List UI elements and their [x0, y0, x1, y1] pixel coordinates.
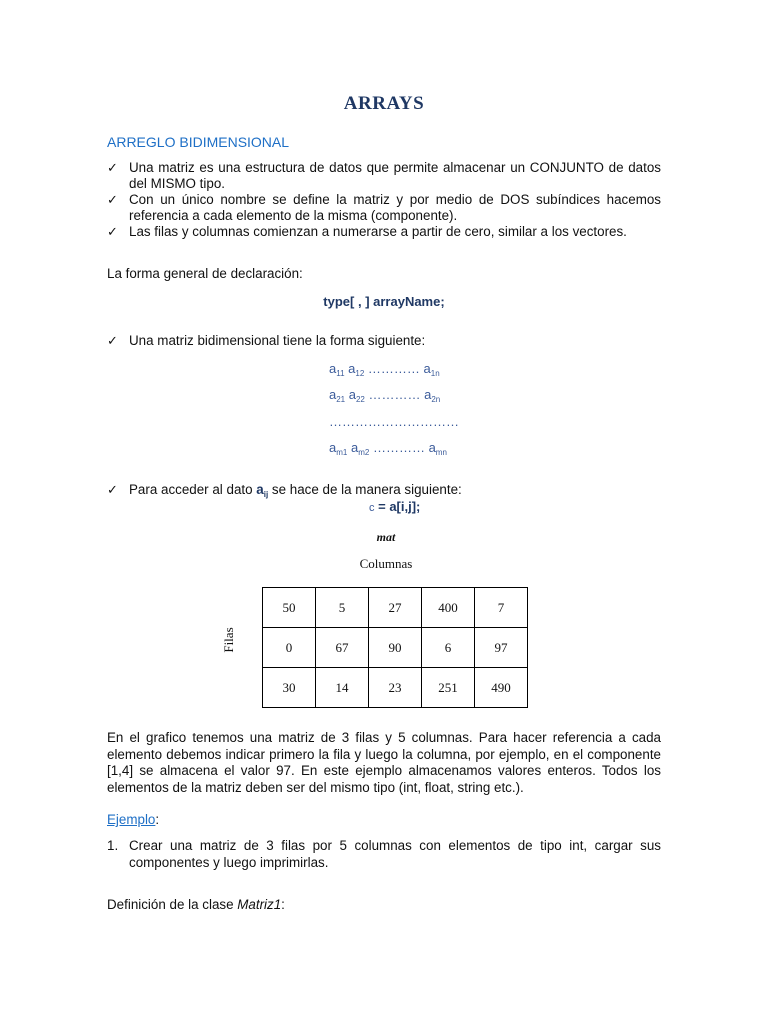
bullet-item: [107, 192, 661, 224]
bullet-item: [107, 224, 661, 240]
matrix-name-label: mat: [376, 530, 396, 544]
table-cell: 30: [263, 668, 316, 708]
bullet-text: Una matriz bidimensional tiene la forma siguiente:: [129, 333, 426, 348]
table-row: [263, 588, 528, 628]
table-cell: 14: [316, 668, 369, 708]
check-icon: ✓: [107, 160, 118, 175]
matrix-form-dots: …………………………: [329, 414, 459, 429]
table-row: [263, 628, 528, 668]
matrix-form-row: $a_{11}$ $a_{12}$ ………… $a_{1n}$: [329, 361, 440, 378]
numbered-list: [107, 838, 661, 871]
table-cell: 5: [316, 588, 369, 628]
check-icon: ✓: [107, 192, 118, 207]
table-cell: 27: [369, 588, 422, 628]
bullet-item: ✓ Para acceder al dato $a_{ij}$ se hace de la manera siguiente:: [107, 482, 462, 499]
declaration-code: type[ , ] arrayName;: [323, 294, 445, 309]
table-cell: 97: [475, 628, 528, 668]
table-cell: 251: [422, 668, 475, 708]
matrix-table: [262, 587, 528, 708]
bullet-text: Una matriz es una estructura de datos que permite almacenar un CONJUNTO de datos del MISMO tipo.: [129, 160, 661, 191]
check-icon: ✓: [107, 333, 118, 348]
check-icon: ✓: [107, 482, 118, 497]
table-row: [263, 668, 528, 708]
rows-label: Filas: [221, 627, 236, 653]
table-cell: 67: [316, 628, 369, 668]
matrix-form-row: $a_{21}$ $a_{22}$ ………… $a_{2n}$: [329, 387, 441, 404]
table-cell: 400: [422, 588, 475, 628]
declaration-intro: La forma general de declaración:: [107, 266, 303, 281]
access-expression: c = a[i,j];: [369, 499, 421, 514]
table-cell: 0: [263, 628, 316, 668]
bullet-text: Con un único nombre se define la matriz y por medio de DOS subíndices hacemos referencia a cada elemento de la misma (componente).: [129, 192, 661, 223]
table-cell: 6: [422, 628, 475, 668]
explanation-paragraph: En el grafico tenemos una matriz de 3 filas y 5 columnas. Para hacer referencia a cada elemento debemos indicar primero la fila y luego la columna, por ejemplo, en el componente [1,4] se almacena el valor 97. En este ejemplo almacenamos valores enteros. Todos los elementos de la matriz deben ser del mismo tipo (int, float, string etc.).: [107, 730, 661, 796]
page-title: ARRAYS: [343, 93, 425, 114]
class-definition-label: Definición de la clase Matriz1:: [107, 897, 285, 912]
section-heading: ARREGLO BIDIMENSIONAL: [107, 134, 290, 150]
columns-label: Columnas: [359, 556, 413, 571]
table-cell: 50: [263, 588, 316, 628]
table-cell: 7: [475, 588, 528, 628]
table-cell: 90: [369, 628, 422, 668]
matrix-form-row: $a_{m1}$ $a_{m2}$ ………… $a_{mn}$: [329, 440, 447, 457]
check-icon: ✓: [107, 224, 118, 239]
bullet-list: [107, 160, 661, 240]
table-cell: 23: [369, 668, 422, 708]
bullet-text: Las filas y columnas comienzan a numerarse a partir de cero, similar a los vectores.: [129, 224, 627, 239]
list-item: Crear una matriz de 3 filas por 5 columnas con elementos de tipo int, cargar sus componentes y luego imprimirlas.: [129, 838, 661, 870]
bullet-item: [107, 160, 661, 192]
bullet-item: [107, 333, 683, 349]
list-number: 1.: [107, 838, 119, 853]
table-cell: 490: [475, 668, 528, 708]
example-heading: Ejemplo:: [107, 812, 160, 827]
